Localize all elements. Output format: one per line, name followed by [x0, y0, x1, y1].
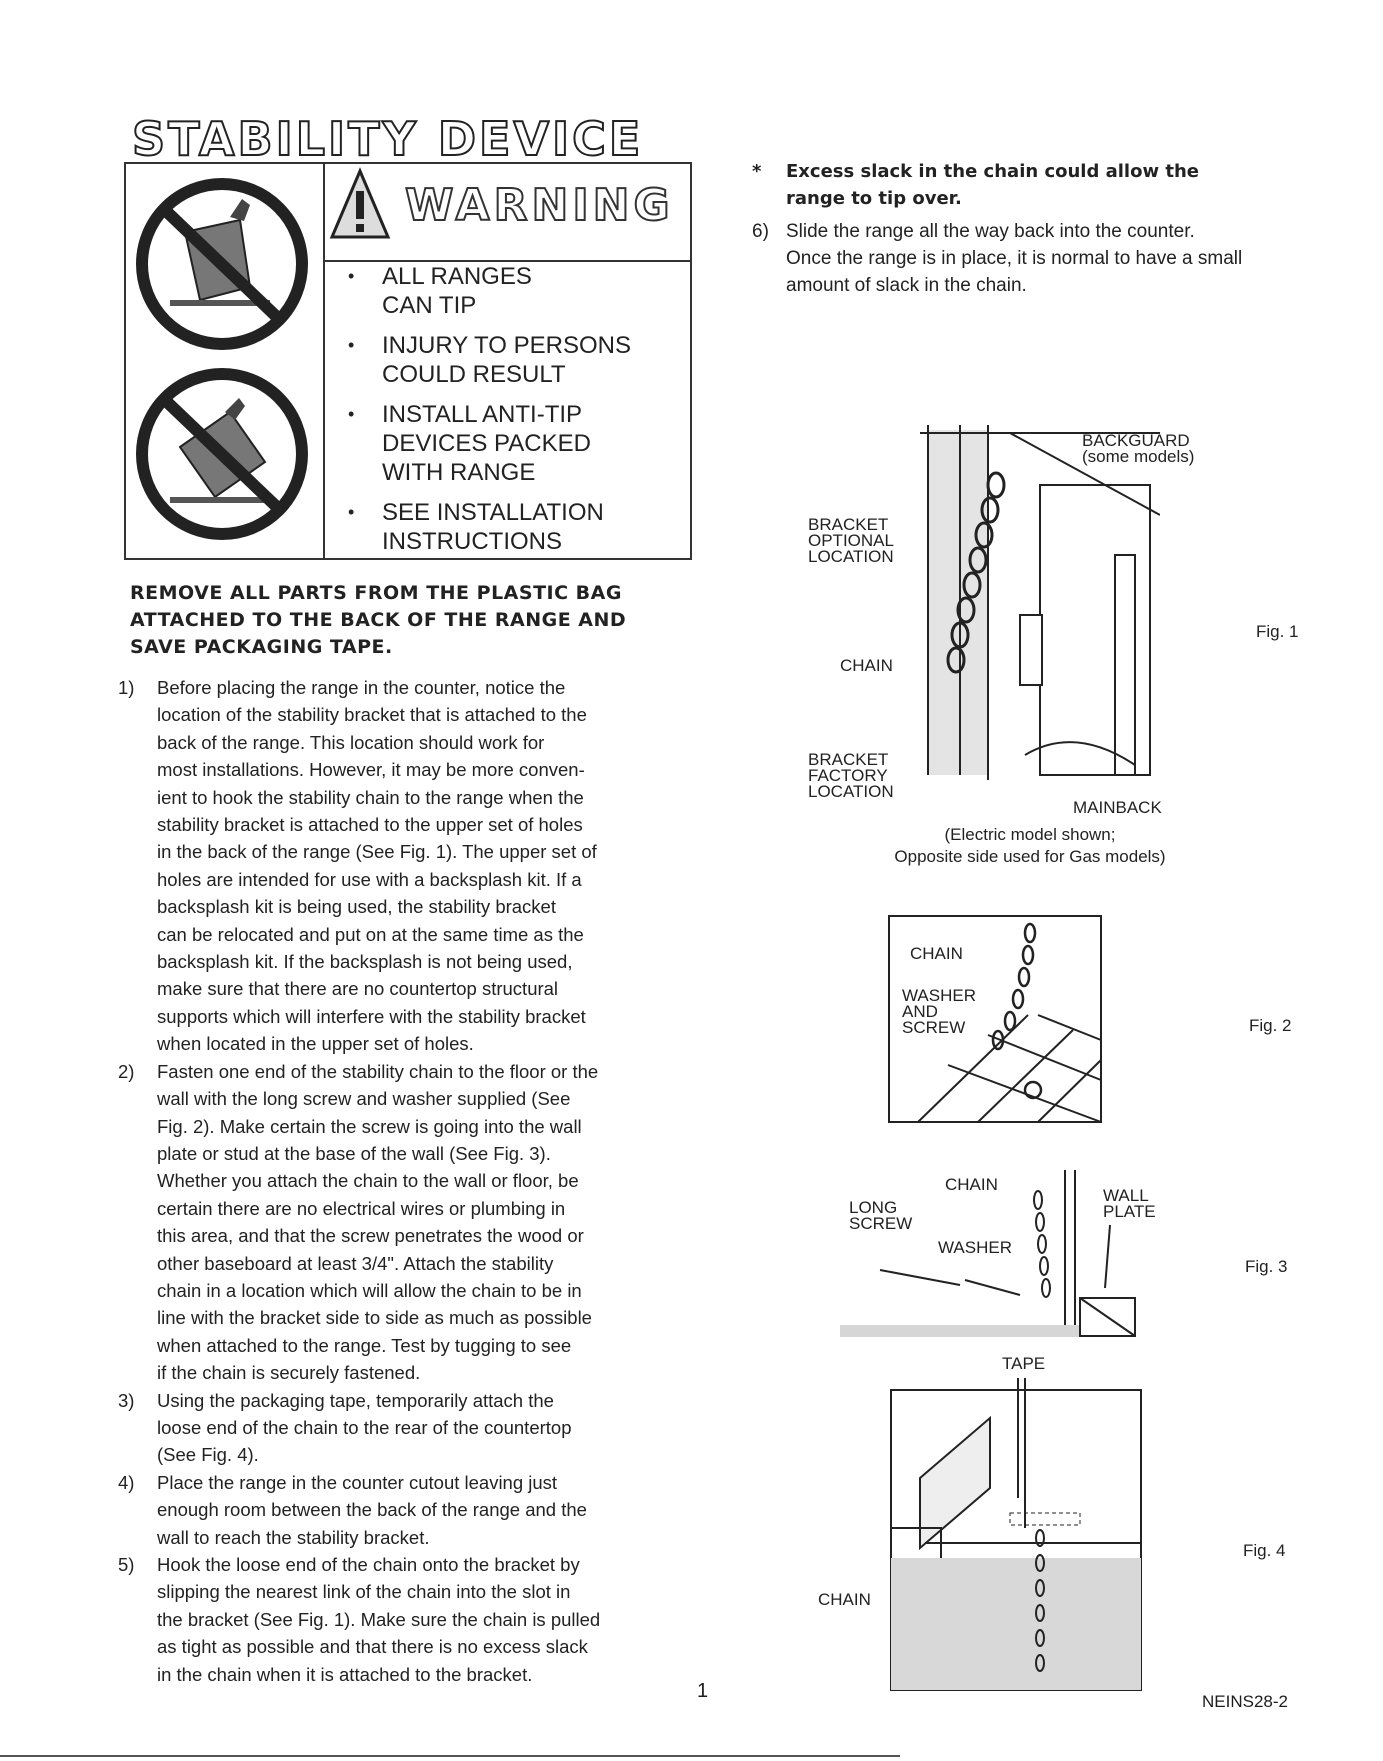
bottom-rule [0, 1755, 900, 1757]
document-id: NEINS28-2 [1202, 1692, 1288, 1711]
fig3-chain-label: CHAIN [945, 1175, 998, 1194]
no-tip-icon-top [142, 184, 302, 344]
fig1-chain-label: CHAIN [840, 656, 893, 675]
fig4-label: Fig. 4 [1243, 1541, 1286, 1560]
excess-slack-warning: * Excess slack in the chain could allow the range to tip over. [752, 161, 1199, 209]
fig3-illustration [840, 1170, 1140, 1345]
fig2-washer-screw-label: WASHER AND SCREW [902, 986, 976, 1037]
fig3-long-screw-label: LONG SCREW [849, 1198, 913, 1233]
step-3: 3) Using the packaging tape, temporarily attach the loose end of the chain to the rear of the countertop (See Fig. 4). [118, 1389, 572, 1466]
page-number: 1 [697, 1680, 709, 1702]
fig1-bracket-factory-label: BRACKET FACTORY LOCATION [808, 750, 894, 801]
instruction-steps [118, 674, 698, 1688]
fig1-caption: (Electric model shown; Opposite side used for Gas models) [894, 825, 1166, 866]
fig3-washer-label: WASHER [938, 1238, 1012, 1257]
fig1-label: Fig. 1 [1256, 622, 1299, 641]
fig3-label: Fig. 3 [1245, 1257, 1288, 1276]
warning-bullet: • INJURY TO PERSONS COULD RESULT [370, 331, 690, 389]
step-2: 2) Fasten one end of the stability chain to the floor or the wall with the long screw and washer supplied (See Fig. 2). Make certain the screw is going into the wall plate or stud at the base of the wall (See Fig. 3). Whether you attach the chain to the wall or floor, be certain there are no electrical wires or plumbing in this area, and that the screw penetrates the wood or other baseboard at least 3/4". Attach the stability chain in a location which will allow the chain to be in line with the bracket side to side as much as possible when attached to the range. Test by tugging to see if the chain is securely fastened. [118, 1060, 599, 1384]
step-6: 6) Slide the range all the way back into the counter. Once the range is in place, it is normal to have a small amount of slack in the chain. [752, 221, 1243, 296]
warning-title: WARNING [405, 180, 674, 231]
step-4: 4) Place the range in the counter cutout leaving just enough room between the back of the range and the wall to reach the stability bracket. [118, 1471, 587, 1548]
step-1: 1) Before placing the range in the counter, notice the location of the stability bracket that is attached to the back of the range. This location should work for most installations. However, it may be more conven- ient to hook the stability chain to the range when the stability bracket is attached to the upper set of holes in the back of the range (See Fig. 1). The upper set of holes are intended for use with a backsplash kit. If a backsplash kit is being used, the stability bracket can be relocated and put on at the same time as the backsplash kit. If the backsplash is not being used, make sure that there are no countertop structural supports which will interfere with the stability bracket when located in the upper set of holes. [118, 677, 597, 1055]
warning-bullet: • ALL RANGES CAN TIP [370, 262, 690, 320]
warning-bullet: • SEE INSTALLATION INSTRUCTIONS [370, 498, 690, 556]
notice-text: REMOVE ALL PARTS FROM THE PLASTIC BAG ATTACHED TO THE BACK OF THE RANGE AND SAVE PACKAGING TAPE. [130, 582, 627, 658]
fig4-chain-label: CHAIN [818, 1590, 871, 1609]
fig4-illustration [890, 1378, 1145, 1693]
warning-bullet: • INSTALL ANTI-TIP DEVICES PACKED WITH RANGE [370, 400, 690, 487]
warning-triangle-icon [328, 165, 392, 241]
no-tip-icon-bottom [142, 374, 302, 534]
step-5: 5) Hook the loose end of the chain onto the bracket by slipping the nearest link of the chain into the slot in the bracket (See Fig. 1). Make sure the chain is pulled as tight as possible and that there is no excess slack in the chain when it is attached to the bracket. [118, 1554, 601, 1685]
tip-hazard-illustrations [130, 172, 315, 547]
fig2-chain-label: CHAIN [910, 944, 963, 963]
fig2-label: Fig. 2 [1249, 1016, 1292, 1035]
fig1-backguard-label: BACKGUARD (some models) [1082, 431, 1195, 466]
fig1-illustration [920, 425, 1160, 795]
right-column-text [752, 158, 1322, 299]
page-title: STABILITY DEVICE [132, 112, 644, 166]
fig4-tape-label: TAPE [1002, 1354, 1046, 1373]
fig3-wall-plate-label: WALL PLATE [1103, 1186, 1156, 1221]
fig1-mainback-label: MAINBACK [1073, 798, 1162, 817]
warning-bullets [370, 262, 690, 567]
warning-divider-vertical [323, 164, 325, 558]
fig1-bracket-optional-label: BRACKET OPTIONAL LOCATION [808, 515, 894, 566]
